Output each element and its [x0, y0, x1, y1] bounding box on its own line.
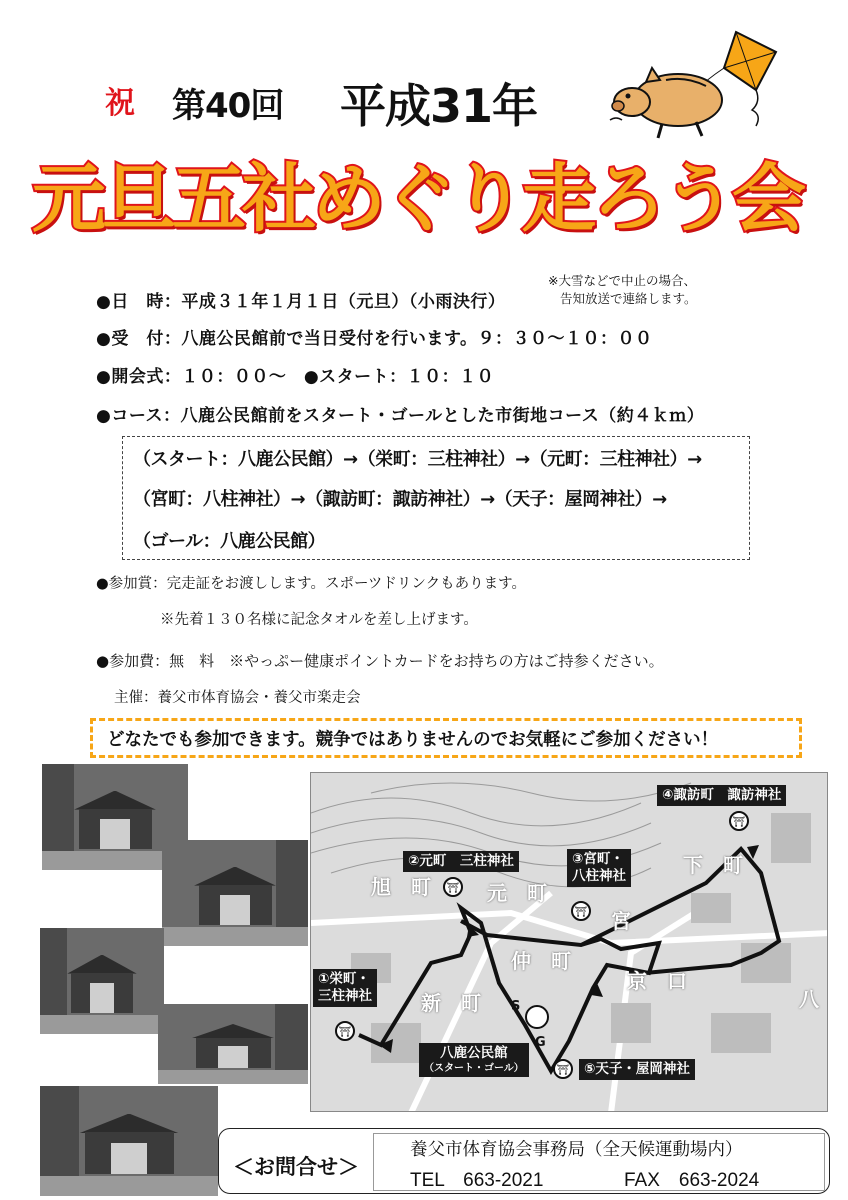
weather-note-line-1: ※大雪などで中止の場合、	[548, 273, 696, 288]
shrine-photo-4	[158, 1004, 308, 1084]
svg-text:⛩: ⛩	[732, 817, 746, 828]
welcome-banner-text: どなたでも参加できます。競争ではありませんのでお気軽にご参加ください！	[107, 729, 719, 750]
route-box	[122, 436, 750, 560]
main-title: 元旦五社めぐり走ろう会	[32, 156, 802, 242]
map-label-hall-line-1: 八鹿公民館	[440, 1045, 508, 1061]
map-label-miyamachi-line-2: 八柱神社	[572, 868, 626, 884]
svg-text:⛩: ⛩	[338, 1027, 352, 1038]
map-label-sakaemachi	[313, 969, 377, 1007]
prize-note: ※先着１３０名様に記念タオルを差し上げます。	[160, 612, 478, 628]
start-marker: S	[511, 999, 521, 1014]
map-label-hall	[419, 1043, 529, 1077]
opening-info: ●開会式：１０：００〜 ●スタート：１０：１０	[96, 367, 495, 387]
map-label-sakaemachi-line-2: 三柱神社	[318, 988, 372, 1004]
route-line-1: （スタート：八鹿公民館）→（栄町：三柱神社）→（元町：三柱神社）→	[133, 449, 702, 470]
prize-info: ●参加賞：完走証をお渡しします。スポーツドリンクもあります。	[96, 576, 526, 592]
course-map	[310, 772, 828, 1112]
course-info: ●コース：八鹿公民館前をスタート・ゴールとした市街地コース（約４ｋｍ）	[96, 406, 705, 426]
edition-number: 第40回	[172, 86, 284, 126]
contact-tel: TEL 663-2021	[410, 1170, 544, 1191]
reception-info: ●受 付：八鹿公民館前で当日受付を行います。９：３０〜１０：００	[96, 329, 653, 349]
fee-info: ●参加費：無 料 ※やっぷー健康ポイントカードをお持ちの方はご持参ください。	[96, 652, 664, 670]
town-moto: 元 町	[487, 881, 547, 905]
route-line-3: （ゴール：八鹿公民館）	[133, 531, 326, 552]
map-label-motomachi: ②元町 三柱神社	[403, 851, 519, 872]
svg-text:⛩: ⛩	[556, 1065, 570, 1076]
shrine-photo-3	[40, 928, 164, 1034]
town-hachi: 八	[799, 987, 819, 1011]
celebrate-mark: 祝	[105, 86, 135, 121]
weather-note	[548, 272, 697, 308]
boar-kite-illustration	[606, 30, 786, 142]
town-shimo: 下 町	[683, 853, 743, 877]
contact-fax: FAX 663-2024	[624, 1170, 760, 1191]
map-base	[311, 773, 828, 1112]
contact-label: ＜お問合せ＞	[233, 1156, 359, 1179]
town-kyo: 京 口	[627, 969, 687, 993]
contact-details	[373, 1133, 825, 1191]
contact-org: 養父市体育協会事務局（全天候運動場内）	[410, 1140, 743, 1160]
goal-marker: G	[535, 1035, 546, 1050]
event-date: ●日 時：平成３１年１月１日（元旦）（小雨決行）	[96, 292, 506, 312]
map-label-hall-line-2: （スタート・ゴール）	[424, 1063, 524, 1074]
map-label-suwa: ④諏訪町 諏訪神社	[657, 785, 786, 806]
event-year: 平成31年	[340, 79, 538, 133]
shrine-photo-2	[162, 840, 308, 946]
shrine-photo-5	[40, 1086, 218, 1196]
town-miya: 宮	[611, 909, 631, 933]
kite-icon	[724, 32, 776, 90]
map-label-miyamachi-line-1: ③宮町・	[572, 851, 624, 867]
route-line-2: （宮町：八柱神社）→（諏訪町：諏訪神社）→（天子：屋岡神社）→	[133, 489, 667, 510]
start-goal-circle-icon	[526, 1006, 548, 1028]
town-shin: 新 町	[421, 991, 481, 1015]
contact-box	[218, 1128, 830, 1194]
weather-note-line-2: 告知放送で連絡します。	[560, 291, 697, 306]
town-naka: 仲 町	[511, 949, 571, 973]
svg-text:⛩: ⛩	[446, 883, 460, 894]
map-label-tenshi: ⑤天子・屋岡神社	[579, 1059, 695, 1080]
map-label-sakaemachi-line-1: ①栄町・	[318, 971, 370, 987]
organizer-info: 主催：養父市体育協会・養父市楽走会	[114, 690, 361, 706]
town-asahi: 旭 町	[371, 875, 431, 899]
svg-text:⛩: ⛩	[574, 907, 588, 918]
map-label-miyamachi	[567, 849, 631, 887]
welcome-banner	[90, 718, 802, 758]
